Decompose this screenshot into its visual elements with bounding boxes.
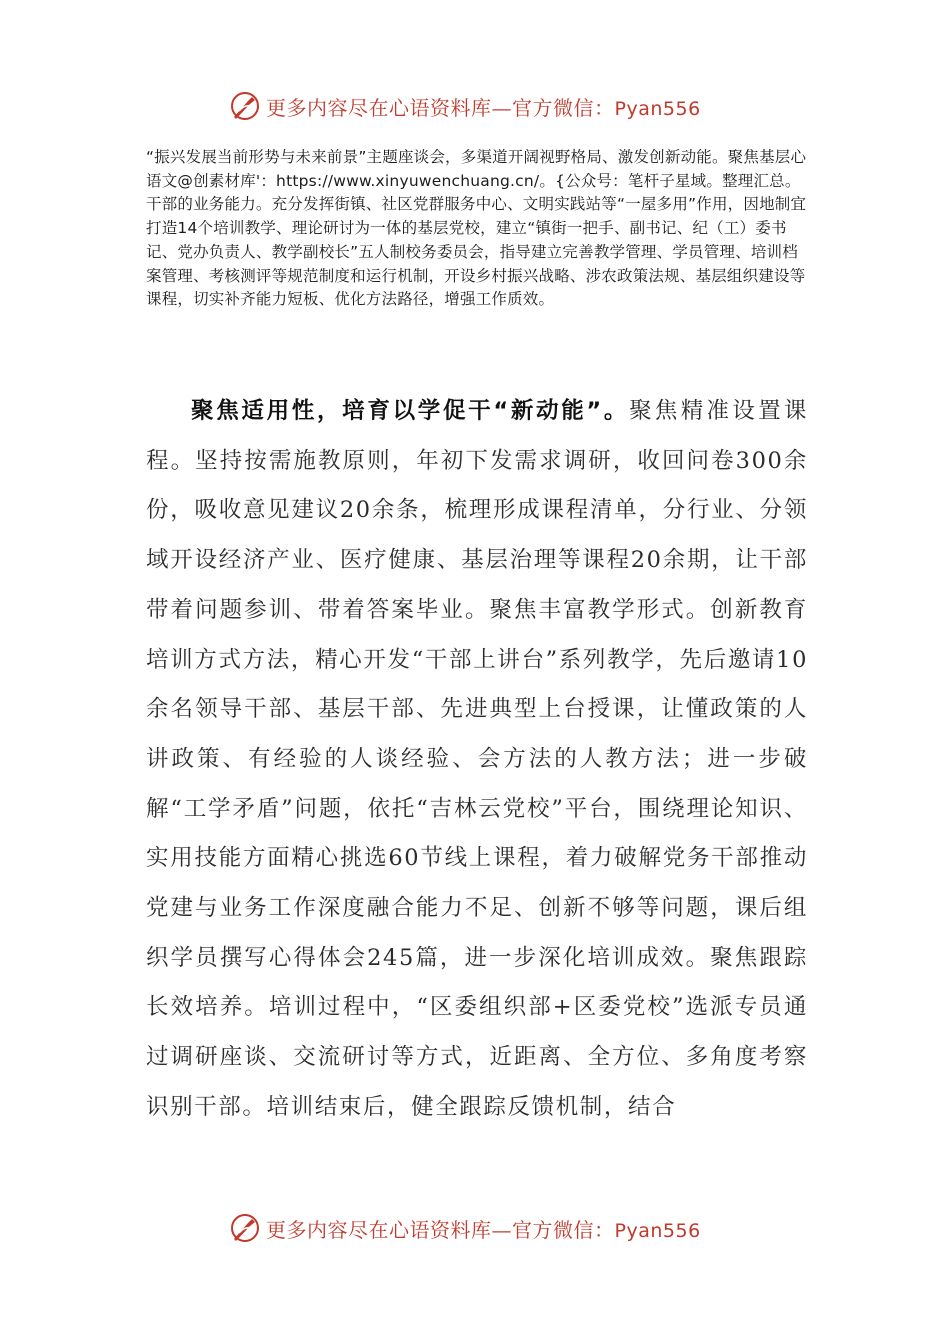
footer-banner-text: 更多内容尽在心语资料库—官方微信：Pyan556 <box>266 1217 701 1242</box>
footer-banner <box>228 1208 701 1248</box>
header-banner-handle: Pyan556 <box>614 97 701 120</box>
header-banner <box>228 86 701 126</box>
main-paragraph-heading: 聚焦适用性，培育以学促干“新动能”。 <box>191 398 630 424</box>
header-banner-text: 更多内容尽在心语资料库—官方微信：Pyan556 <box>266 95 701 120</box>
main-paragraph <box>146 387 808 1133</box>
pen-nib-logo-icon <box>228 89 262 123</box>
pen-nib-logo-icon <box>228 1211 262 1245</box>
main-paragraph-body: 聚焦精准设置课程。坚持按需施教原则，年初下发需求调研，收回问卷300余份，吸收意见建议20余条，梳理形成课程清单，分行业、分领域开设经济产业、医疗健康、基层治理等课程20余期，让干部带着问题参训、带着答案毕业。聚焦丰富教学形式。创新教育培训方式方法，精心开发“干部上讲台”系列教学，先后邀请10余名领导干部、基层干部、先进典型上台授课，让懂政策的人讲政策、有经验的人谈经验、会方法的人教方法；进一步破解“工学矛盾”问题，依托“吉林云党校”平台，围绕理论知识、实用技能方面精心挑选60节线上课程，着力破解党务干部推动党建与业务工作深度融合能力不足、创新不够等问题，课后组织学员撰写心得体会245篇，进一步深化培训成效。聚焦跟踪长效培养。培训过程中，“区委组织部+区委党校”选派专员通过调研座谈、交流研讨等方式，近距离、全方位、多角度考察识别干部。培训结束后，健全跟踪反馈机制，结合 <box>146 398 809 1120</box>
intro-paragraph: “振兴发展当前形势与未来前景”主题座谈会，多渠道开阔视野格局、激发创新动能。聚焦基层心语文@创素材库'：https://www.xinyuwenchuang.cn/。{公众号：笔杆子星域。整理汇总。干部的业务能力。充分发挥街镇、社区党群服务中心、文明实践站等“一屋多用”作用，因地制宜打造14个培训教学、理论研讨为一体的基层党校，建立“镇街一把手、副书记、纪（工）委书记、党办负责人、教学副校长”五人制校务委员会，指导建立完善教学管理、学员管理、培训档案管理、考核测评等规范制度和运行机制，开设乡村振兴战略、涉农政策法规、基层组织建设等课程，切实补齐能力短板、优化方法路径，增强工作质效。 <box>146 148 807 309</box>
footer-banner-handle: Pyan556 <box>614 1219 701 1242</box>
